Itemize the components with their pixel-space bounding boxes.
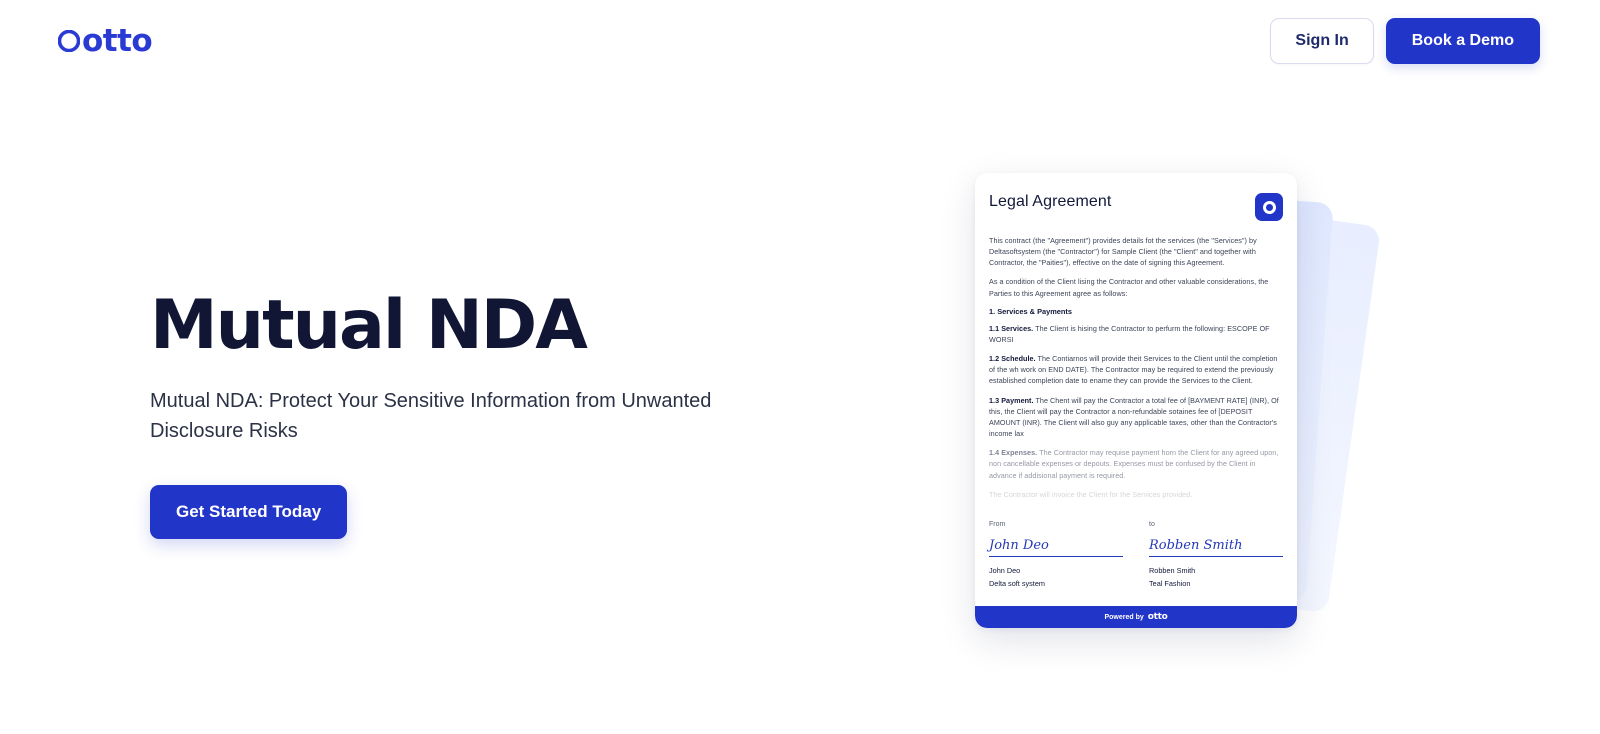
signature-row [989, 521, 1283, 588]
hero-section [150, 286, 790, 539]
document-footer [975, 606, 1297, 628]
clause-text: The Contractor may requise payment horn the Client for any agreed upon, non cancellable expenses or depouts. Expenses must be confused by the Client in advance if addisional payment is required. [989, 448, 1279, 480]
footer-otto-logo: otto [1147, 612, 1168, 622]
document-preview-stack [960, 165, 1420, 645]
signature-to-label: to [1149, 521, 1155, 528]
signature-to [1149, 521, 1283, 588]
clause-label: 1.3 Payment. [989, 395, 1034, 405]
clause-label: 1.2 Schedule. [989, 354, 1036, 364]
document-header [989, 193, 1283, 221]
signature-from [989, 521, 1123, 588]
header-actions [1270, 18, 1540, 64]
clause-label: 1.1 Services. [989, 323, 1034, 333]
legal-agreement-card[interactable] [975, 173, 1297, 628]
get-started-button[interactable]: Get Started Today [150, 485, 347, 539]
clause-text: The Chent will pay the Contractor a total fee of [BAYMENT RATE] (INR), Of this, the Client will pay the Contractor a non-refundable sotaines fee of [DEPOSIT AMOUNT (INR). The Client will also guy any applicable taxes, other than the Contractor's income lax [989, 395, 1279, 439]
document-section-heading: 1. Services & Payments [989, 306, 1072, 316]
clause-label: 1.4 Expenses. [989, 448, 1038, 458]
document-clause [989, 447, 1283, 480]
otto-logo-text: otto [82, 23, 153, 59]
powered-by-label: Powered by [1104, 613, 1144, 621]
document-clause [989, 489, 1283, 500]
signature-to-script[interactable]: Robben Smith [1149, 538, 1283, 557]
page-title: Mutual NDA [150, 286, 586, 365]
otto-logo[interactable] [58, 23, 152, 59]
book-demo-button[interactable]: Book a Demo [1386, 18, 1540, 64]
document-clause [989, 395, 1283, 440]
document-clause [989, 353, 1283, 386]
sign-in-button[interactable]: Sign In [1270, 18, 1373, 64]
document-body [989, 235, 1283, 500]
document-title: Legal Agreement [989, 193, 1112, 210]
signature-from-name: John Deo [989, 566, 1021, 575]
clause-text: The Contiarnos will provide theit Services to the Client until the completion of the wh work on END DATE). The Contractor may be required to extend the previously established completion date to ename they can provide the Services to the Client. [989, 354, 1278, 386]
document-paragraph: As a condition of the Client lising the Contractor and other valuable considerations, the Parties to this Agreement agree as follows: [989, 277, 1269, 298]
document-paragraph: This contract (the "Agreement") provides details fot the services (the "Services") by Deltasoftsystem (the "Contractor") for Sample Client (the "Client" and together with Contractor, the "Paities"), effective on the date of signing this Agreement. [989, 236, 1257, 268]
document-clause [989, 323, 1283, 345]
clause-text: The Contractor will invoice the Client for the Services provided. [989, 489, 1193, 499]
signature-to-name: Robben Smith [1149, 566, 1196, 575]
logo-mark-icon [58, 30, 80, 52]
signature-to-org: Teal Fashion [1149, 579, 1191, 588]
site-header [0, 0, 1600, 82]
signature-from-org: Delta soft system [989, 579, 1045, 588]
clause-text: The Client is hising the Contractor to perfurm the following: ESCOPE OF WORSI [989, 323, 1270, 344]
signature-from-label: From [989, 521, 1006, 528]
otto-ring-icon [1255, 193, 1283, 221]
hero-subtitle: Mutual NDA: Protect Your Sensitive Information from Unwanted Disclosure Risks [150, 390, 712, 442]
signature-from-script[interactable]: John Deo [989, 538, 1123, 557]
